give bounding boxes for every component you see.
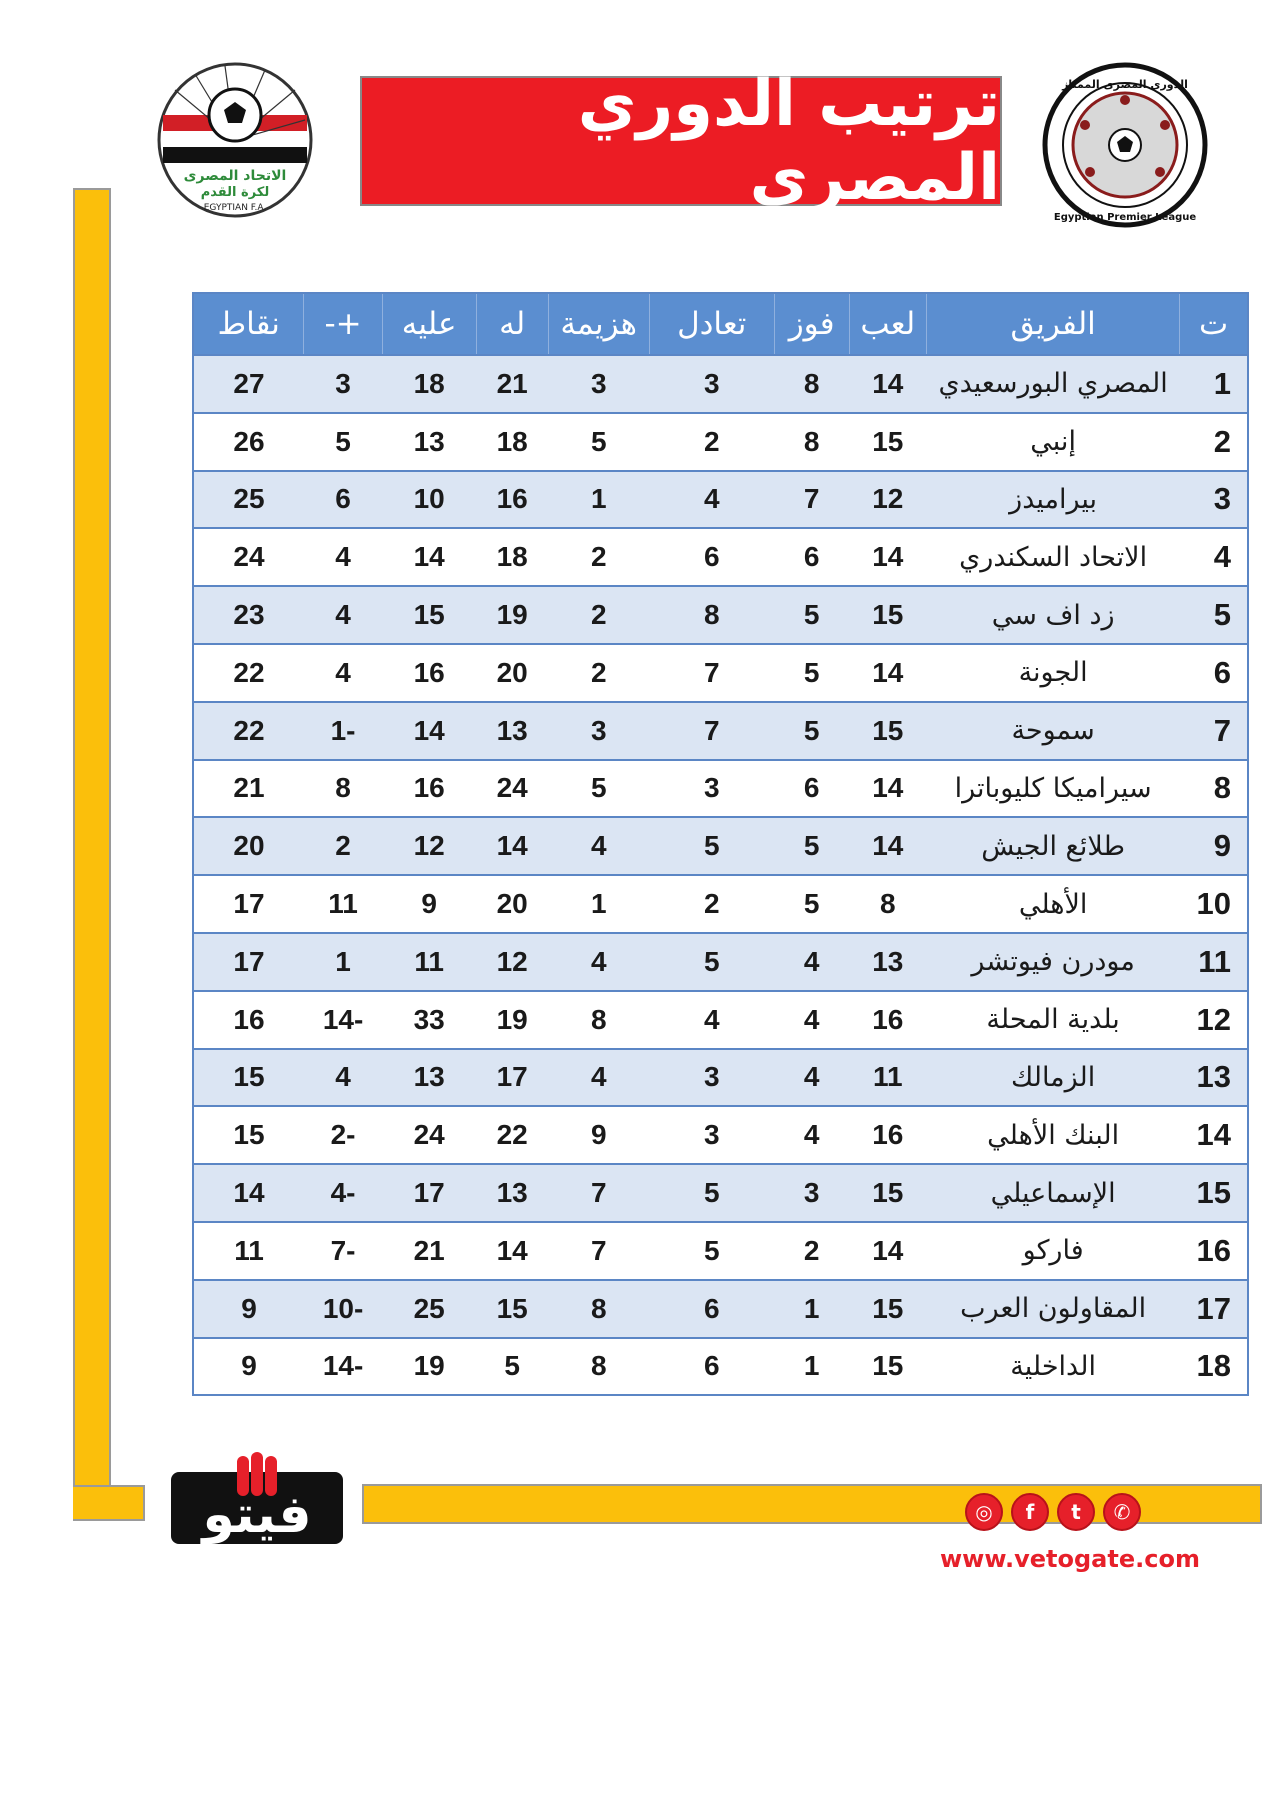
- cell-points: 11: [193, 1222, 304, 1280]
- col-played: لعب: [849, 293, 926, 355]
- cell-won: 4: [774, 991, 849, 1049]
- epl-text-ar: الدورى المصرى الممتاز: [1062, 78, 1188, 91]
- cell-goal-diff: 4: [304, 528, 382, 586]
- cell-lost: 1: [548, 875, 649, 933]
- table-row: [193, 875, 1248, 933]
- cell-team: المقاولون العرب: [926, 1280, 1179, 1338]
- cell-points: 17: [193, 875, 304, 933]
- cell-drawn: 5: [649, 817, 774, 875]
- facebook-icon[interactable]: f: [1011, 1493, 1049, 1531]
- cell-played: 14: [849, 355, 926, 413]
- cell-goals-for: 14: [476, 1222, 548, 1280]
- cell-goals-against: 18: [382, 355, 476, 413]
- cell-goals-for: 17: [476, 1049, 548, 1107]
- cell-lost: 4: [548, 817, 649, 875]
- cell-rank: 10: [1180, 875, 1248, 933]
- cell-played: 13: [849, 933, 926, 991]
- cell-drawn: 5: [649, 933, 774, 991]
- table-row: [193, 355, 1248, 413]
- cell-team: مودرن فيوتشر: [926, 933, 1179, 991]
- cell-played: 15: [849, 413, 926, 471]
- cell-drawn: 3: [649, 1106, 774, 1164]
- cell-goals-for: 16: [476, 471, 548, 529]
- cell-drawn: 3: [649, 355, 774, 413]
- cell-goals-against: 13: [382, 1049, 476, 1107]
- cell-goal-diff: -14: [304, 991, 382, 1049]
- cell-rank: 15: [1180, 1164, 1248, 1222]
- table-row: [193, 933, 1248, 991]
- cell-goal-diff: 5: [304, 413, 382, 471]
- cell-team: بيراميدز: [926, 471, 1179, 529]
- cell-rank: 5: [1180, 586, 1248, 644]
- cell-team: زد اف سي: [926, 586, 1179, 644]
- yellow-frame-vertical: [73, 188, 111, 1521]
- col-goals-for: له: [476, 293, 548, 355]
- cell-rank: 18: [1180, 1338, 1248, 1396]
- cell-drawn: 7: [649, 702, 774, 760]
- cell-goals-against: 33: [382, 991, 476, 1049]
- cell-played: 15: [849, 586, 926, 644]
- efa-text-en: EGYPTIAN F.A.: [203, 203, 267, 213]
- cell-won: 5: [774, 644, 849, 702]
- cell-won: 1: [774, 1280, 849, 1338]
- cell-drawn: 3: [649, 1049, 774, 1107]
- table-row: [193, 471, 1248, 529]
- cell-rank: 14: [1180, 1106, 1248, 1164]
- cell-lost: 1: [548, 471, 649, 529]
- table-row: [193, 1049, 1248, 1107]
- cell-goal-diff: -10: [304, 1280, 382, 1338]
- table-row: [193, 644, 1248, 702]
- cell-goal-diff: 8: [304, 760, 382, 818]
- cell-lost: 8: [548, 991, 649, 1049]
- cell-lost: 2: [548, 644, 649, 702]
- page-title: ترتيب الدوري المصري: [577, 67, 1000, 215]
- cell-played: 14: [849, 760, 926, 818]
- cell-lost: 2: [548, 528, 649, 586]
- veto-logo-text: فيتو: [202, 1485, 312, 1545]
- cell-played: 14: [849, 528, 926, 586]
- cell-won: 4: [774, 1049, 849, 1107]
- cell-team: طلائع الجيش: [926, 817, 1179, 875]
- table-row: [193, 1280, 1248, 1338]
- cell-points: 27: [193, 355, 304, 413]
- cell-points: 26: [193, 413, 304, 471]
- cell-drawn: 8: [649, 586, 774, 644]
- cell-goals-against: 12: [382, 817, 476, 875]
- cell-played: 14: [849, 644, 926, 702]
- twitter-icon[interactable]: t: [1057, 1493, 1095, 1531]
- cell-goal-diff: -2: [304, 1106, 382, 1164]
- cell-rank: 17: [1180, 1280, 1248, 1338]
- cell-rank: 16: [1180, 1222, 1248, 1280]
- cell-lost: 7: [548, 1222, 649, 1280]
- cell-goals-for: 13: [476, 702, 548, 760]
- cell-goals-against: 16: [382, 644, 476, 702]
- yellow-frame-foot: [73, 1485, 145, 1521]
- cell-rank: 7: [1180, 702, 1248, 760]
- cell-points: 15: [193, 1106, 304, 1164]
- cell-points: 25: [193, 471, 304, 529]
- cell-goals-against: 15: [382, 586, 476, 644]
- cell-team: الاتحاد السكندري: [926, 528, 1179, 586]
- cell-goals-against: 13: [382, 413, 476, 471]
- cell-drawn: 6: [649, 1338, 774, 1396]
- cell-rank: 13: [1180, 1049, 1248, 1107]
- cell-goals-against: 9: [382, 875, 476, 933]
- col-won: فوز: [774, 293, 849, 355]
- cell-team: البنك الأهلي: [926, 1106, 1179, 1164]
- instagram-icon[interactable]: ◎: [965, 1493, 1003, 1531]
- col-goals-against: عليه: [382, 293, 476, 355]
- cell-points: 24: [193, 528, 304, 586]
- cell-goals-for: 13: [476, 1164, 548, 1222]
- standings-table: [192, 292, 1249, 1396]
- egyptian-fa-logo: [155, 60, 315, 220]
- cell-played: 15: [849, 1164, 926, 1222]
- col-goal-diff: +-: [304, 293, 382, 355]
- cell-lost: 3: [548, 355, 649, 413]
- cell-goals-against: 21: [382, 1222, 476, 1280]
- table-row: [193, 1222, 1248, 1280]
- cell-rank: 9: [1180, 817, 1248, 875]
- cell-won: 3: [774, 1164, 849, 1222]
- cell-points: 17: [193, 933, 304, 991]
- table-row: [193, 413, 1248, 471]
- cell-goals-for: 19: [476, 991, 548, 1049]
- cell-goal-diff: -7: [304, 1222, 382, 1280]
- cell-rank: 1: [1180, 355, 1248, 413]
- col-drawn: تعادل: [649, 293, 774, 355]
- cell-rank: 11: [1180, 933, 1248, 991]
- cell-played: 8: [849, 875, 926, 933]
- cell-won: 6: [774, 528, 849, 586]
- cell-won: 4: [774, 933, 849, 991]
- cell-drawn: 7: [649, 644, 774, 702]
- cell-goals-for: 19: [476, 586, 548, 644]
- cell-played: 14: [849, 817, 926, 875]
- table-row: [193, 1338, 1248, 1396]
- cell-goals-for: 18: [476, 528, 548, 586]
- efa-text-ar-2: لكرة القدم: [200, 185, 270, 200]
- cell-goals-against: 17: [382, 1164, 476, 1222]
- cell-goal-diff: 11: [304, 875, 382, 933]
- site-url[interactable]: www.vetogate.com: [940, 1545, 1200, 1573]
- cell-rank: 8: [1180, 760, 1248, 818]
- cell-goal-diff: 2: [304, 817, 382, 875]
- cell-team: الداخلية: [926, 1338, 1179, 1396]
- cell-won: 5: [774, 875, 849, 933]
- cell-goals-against: 10: [382, 471, 476, 529]
- cell-played: 15: [849, 1280, 926, 1338]
- cell-lost: 3: [548, 702, 649, 760]
- cell-points: 16: [193, 991, 304, 1049]
- cell-drawn: 4: [649, 471, 774, 529]
- cell-lost: 2: [548, 586, 649, 644]
- cell-drawn: 5: [649, 1164, 774, 1222]
- cell-drawn: 3: [649, 760, 774, 818]
- cell-team: الإسماعيلي: [926, 1164, 1179, 1222]
- cell-played: 15: [849, 1338, 926, 1396]
- cell-played: 15: [849, 702, 926, 760]
- table-row: [193, 702, 1248, 760]
- cell-goal-diff: 6: [304, 471, 382, 529]
- cell-won: 5: [774, 817, 849, 875]
- cell-points: 9: [193, 1280, 304, 1338]
- cell-rank: 12: [1180, 991, 1248, 1049]
- cell-won: 8: [774, 355, 849, 413]
- cell-goals-against: 16: [382, 760, 476, 818]
- cell-drawn: 6: [649, 1280, 774, 1338]
- cell-played: 11: [849, 1049, 926, 1107]
- veto-logo: [165, 1452, 350, 1552]
- cell-goal-diff: 1: [304, 933, 382, 991]
- cell-rank: 4: [1180, 528, 1248, 586]
- cell-team: سموحة: [926, 702, 1179, 760]
- col-rank: ت: [1180, 293, 1248, 355]
- cell-team: سيراميكا كليوباترا: [926, 760, 1179, 818]
- cell-won: 4: [774, 1106, 849, 1164]
- cell-points: 22: [193, 644, 304, 702]
- cell-goals-against: 25: [382, 1280, 476, 1338]
- cell-goals-for: 21: [476, 355, 548, 413]
- cell-points: 22: [193, 702, 304, 760]
- table-row: [193, 991, 1248, 1049]
- social-icons: [965, 1493, 1141, 1531]
- cell-rank: 2: [1180, 413, 1248, 471]
- cell-goals-for: 14: [476, 817, 548, 875]
- table-row: [193, 760, 1248, 818]
- efa-text-ar-1: الاتحاد المصرى: [183, 168, 287, 184]
- cell-played: 12: [849, 471, 926, 529]
- table-header-row: [193, 293, 1248, 355]
- cell-goals-for: 22: [476, 1106, 548, 1164]
- cell-goals-against: 14: [382, 528, 476, 586]
- cell-lost: 5: [548, 413, 649, 471]
- cell-drawn: 6: [649, 528, 774, 586]
- cell-goals-against: 24: [382, 1106, 476, 1164]
- epl-text-en: Egyptian Premier League: [1053, 212, 1197, 223]
- cell-team: المصري البورسعيدي: [926, 355, 1179, 413]
- standings-body: [193, 355, 1248, 1395]
- table-row: [193, 586, 1248, 644]
- egyptian-premier-league-logo: [1040, 60, 1210, 230]
- cell-points: 9: [193, 1338, 304, 1396]
- cell-goal-diff: -1: [304, 702, 382, 760]
- cell-won: 8: [774, 413, 849, 471]
- cell-won: 5: [774, 586, 849, 644]
- cell-goal-diff: -14: [304, 1338, 382, 1396]
- table-row: [193, 817, 1248, 875]
- cell-goals-against: 19: [382, 1338, 476, 1396]
- cell-goals-for: 5: [476, 1338, 548, 1396]
- col-points: نقاط: [193, 293, 304, 355]
- cell-drawn: 2: [649, 875, 774, 933]
- cell-won: 5: [774, 702, 849, 760]
- cell-lost: 5: [548, 760, 649, 818]
- cell-team: بلدية المحلة: [926, 991, 1179, 1049]
- cell-won: 7: [774, 471, 849, 529]
- table-row: [193, 1106, 1248, 1164]
- whatsapp-icon[interactable]: ✆: [1103, 1493, 1141, 1531]
- cell-lost: 4: [548, 933, 649, 991]
- cell-won: 6: [774, 760, 849, 818]
- cell-played: 14: [849, 1222, 926, 1280]
- cell-goal-diff: 4: [304, 1049, 382, 1107]
- cell-goal-diff: 4: [304, 586, 382, 644]
- cell-played: 16: [849, 991, 926, 1049]
- cell-goals-for: 12: [476, 933, 548, 991]
- cell-points: 21: [193, 760, 304, 818]
- cell-team: فاركو: [926, 1222, 1179, 1280]
- cell-team: الأهلي: [926, 875, 1179, 933]
- cell-played: 16: [849, 1106, 926, 1164]
- cell-goal-diff: 4: [304, 644, 382, 702]
- cell-rank: 3: [1180, 471, 1248, 529]
- cell-goals-for: 20: [476, 644, 548, 702]
- cell-team: الزمالك: [926, 1049, 1179, 1107]
- cell-lost: 4: [548, 1049, 649, 1107]
- cell-lost: 7: [548, 1164, 649, 1222]
- cell-goals-for: 15: [476, 1280, 548, 1338]
- cell-points: 20: [193, 817, 304, 875]
- cell-rank: 6: [1180, 644, 1248, 702]
- cell-goals-for: 24: [476, 760, 548, 818]
- cell-lost: 9: [548, 1106, 649, 1164]
- cell-drawn: 2: [649, 413, 774, 471]
- cell-drawn: 4: [649, 991, 774, 1049]
- cell-won: 1: [774, 1338, 849, 1396]
- cell-points: 14: [193, 1164, 304, 1222]
- cell-team: إنبي: [926, 413, 1179, 471]
- cell-goals-for: 20: [476, 875, 548, 933]
- table-row: [193, 1164, 1248, 1222]
- table-row: [193, 528, 1248, 586]
- title-banner: [360, 67, 1002, 215]
- cell-goal-diff: 3: [304, 355, 382, 413]
- cell-lost: 8: [548, 1338, 649, 1396]
- cell-team: الجونة: [926, 644, 1179, 702]
- cell-points: 23: [193, 586, 304, 644]
- cell-drawn: 5: [649, 1222, 774, 1280]
- cell-goals-against: 14: [382, 702, 476, 760]
- cell-goal-diff: -4: [304, 1164, 382, 1222]
- cell-lost: 8: [548, 1280, 649, 1338]
- col-team: الفريق: [926, 293, 1179, 355]
- cell-won: 2: [774, 1222, 849, 1280]
- cell-goals-for: 18: [476, 413, 548, 471]
- cell-goals-against: 11: [382, 933, 476, 991]
- cell-points: 15: [193, 1049, 304, 1107]
- col-lost: هزيمة: [548, 293, 649, 355]
